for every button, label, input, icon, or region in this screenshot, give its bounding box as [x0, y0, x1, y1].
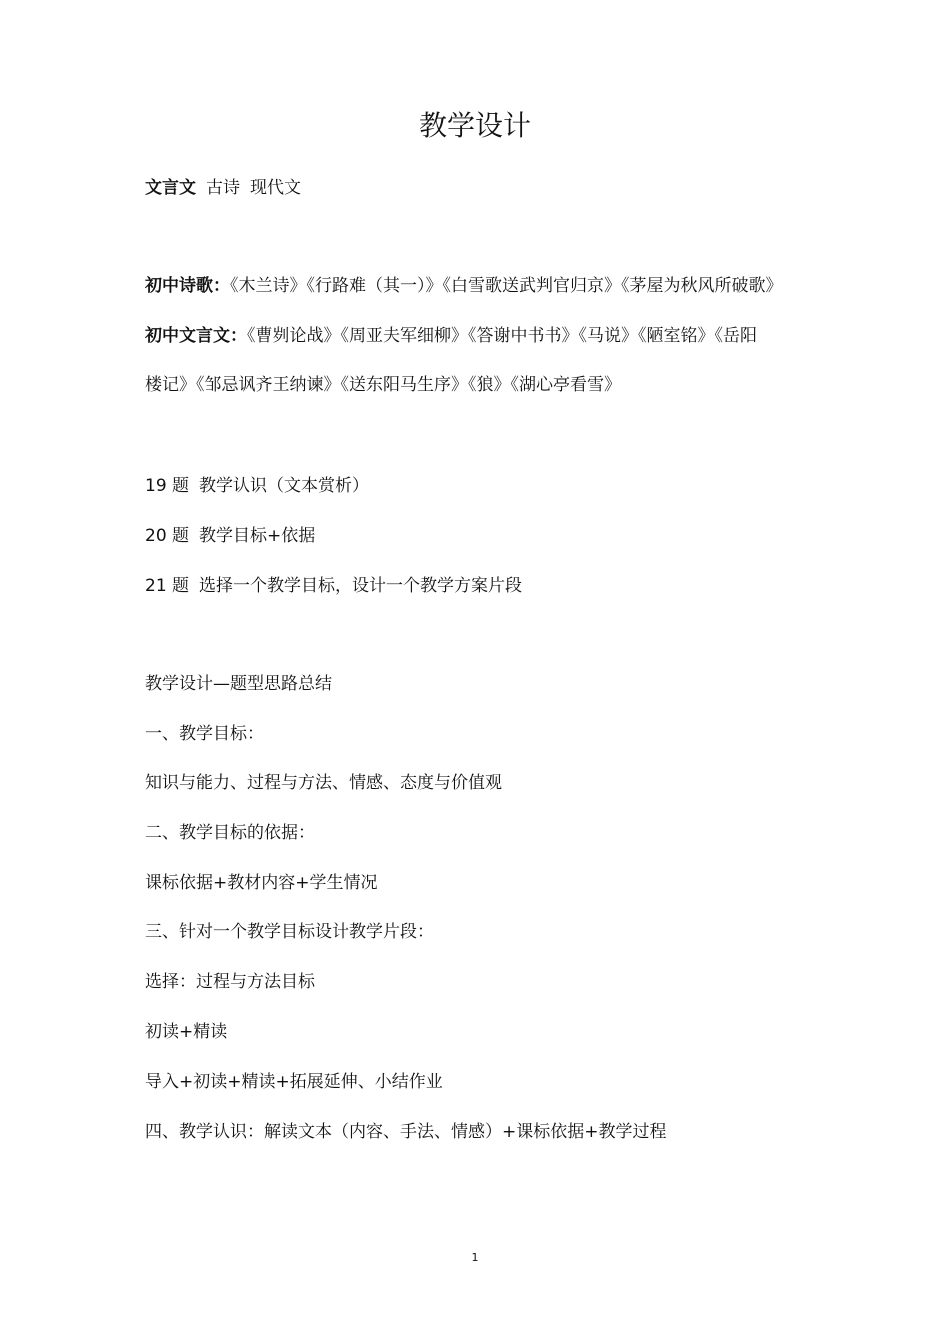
- poetry-line: [145, 274, 825, 298]
- classical-works-2: 楼记》《邹忌讽齐王纳谏》《送东阳马生序》《狼》《湖心亭看雪》: [145, 375, 621, 395]
- summary-line: 选择：过程与方法目标: [145, 972, 315, 992]
- genre-classical: 文言文: [145, 178, 196, 198]
- classical-line-1: [145, 324, 825, 348]
- question-19: [145, 474, 825, 498]
- summary-line: 导入+初读+精读+拓展延伸、小结作业: [145, 1072, 443, 1092]
- summary-line: 一、教学目标：: [145, 724, 264, 744]
- question-text: 教学目标+依据: [199, 526, 316, 546]
- summary-line: 四、教学认识：解读文本（内容、手法、情感）+课标依据+教学过程: [145, 1122, 667, 1142]
- summary-line: 三、针对一个教学目标设计教学片段：: [145, 922, 434, 942]
- classical-line-2: [145, 373, 825, 397]
- question-20: [145, 524, 825, 548]
- poetry-works: 《木兰诗》《行路难（其一）》《白雪歌送武判官归京》《茅屋为秋风所破歌》: [230, 276, 783, 296]
- classical-works-1: 《曹刿论战》《周亚夫军细柳》《答谢中书书》《马说》《陋室铭》《岳阳: [247, 326, 757, 346]
- page-title: 教学设计: [418, 109, 531, 142]
- question-text: 教学认识（文本赏析）: [199, 476, 370, 496]
- summary-line: 课标依据+教材内容+学生情况: [145, 873, 378, 893]
- page-number: 1: [471, 1251, 479, 1264]
- summary-line: 知识与能力、过程与方法、情感、态度与价值观: [145, 773, 502, 793]
- summary-line: 初读+精读: [145, 1022, 228, 1042]
- poetry-label: 初中诗歌：: [145, 276, 230, 296]
- classical-label: 初中文言文：: [145, 326, 247, 346]
- question-number: 21 题: [145, 576, 190, 596]
- question-number: 20 题: [145, 526, 190, 546]
- genre-ancient-poetry: 古诗: [206, 178, 240, 198]
- question-21: [145, 574, 825, 598]
- summary-heading: 教学设计—题型思路总结: [145, 674, 332, 694]
- genre-line: [145, 176, 825, 200]
- genre-modern-prose: 现代文: [250, 178, 301, 198]
- question-number: 19 题: [145, 476, 190, 496]
- question-text: 选择一个教学目标，设计一个教学方案片段: [199, 576, 523, 596]
- summary-line: 二、教学目标的依据：: [145, 823, 315, 843]
